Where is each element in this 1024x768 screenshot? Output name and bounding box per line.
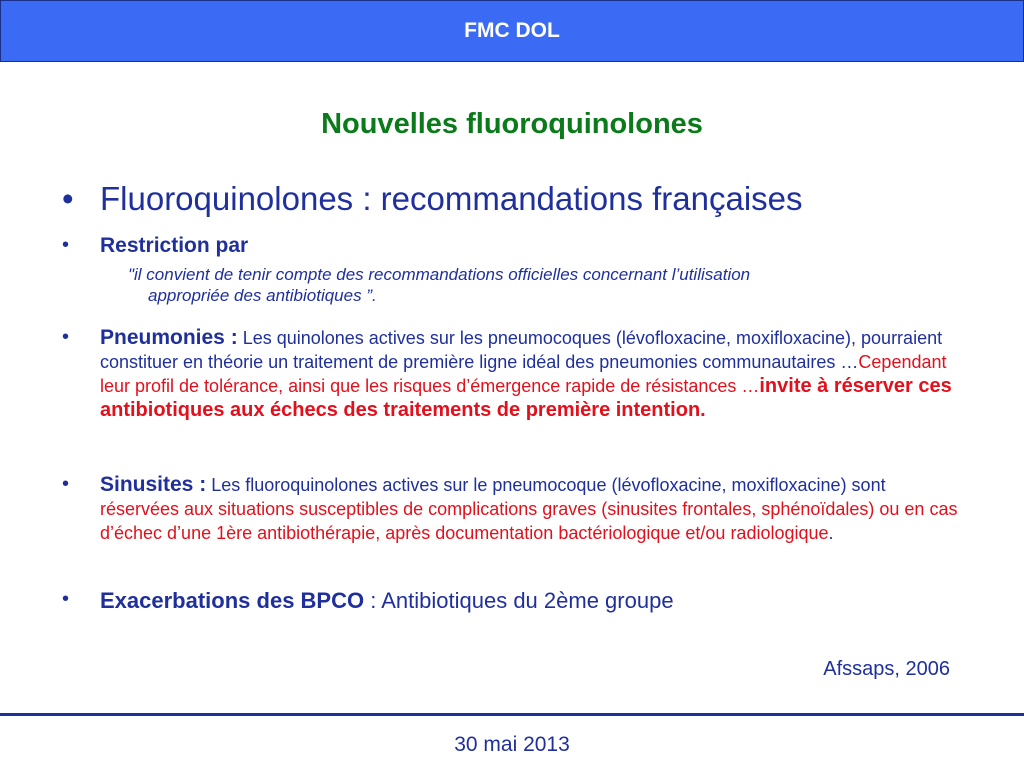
main-bullet-text: Fluoroquinolones : recommandations françaises [100,180,803,217]
bullet-dot: • [62,473,70,495]
restriction-bullet [62,234,962,258]
restriction-label: Restriction par [100,234,249,257]
pneumonies-warning: Cependant leur profil de tolérance, ainsi que les risques d’émergence rapide de résistances … [100,352,947,396]
sinusites-text: Les fluoroquinolones actives sur le pneumocoque (lévofloxacine, moxifloxacine) sont [206,475,886,495]
quote-line-1: "il convient de tenir compte des recommandations officielles concernant l’utilisation [128,265,751,284]
footer-date: 30 mai 2013 [454,733,570,756]
bullet-dot: • [62,234,70,256]
quote-line-2: appropriée des antibiotiques ”. [148,286,377,305]
banner-title: FMC DOL [464,19,560,42]
pneumonies-label: Pneumonies : [100,326,238,349]
pneumonies-recommendation: invite à réserver ces antibiotiques aux échecs des traitements de première intention. [100,375,952,421]
header-banner [0,0,1024,62]
source-citation: Afssaps, 2006 [823,658,950,680]
pneumonies-text: Les quinolones actives sur les pneumocoques (lévofloxacine, moxifloxacine), pourraient constituer en théorie un traitement de première ligne idéal des pneumonies communautaires … [100,328,943,372]
footer-divider [0,713,1024,716]
pneumonies-bullet [62,326,962,423]
bullet-dot: • [62,180,74,217]
slide-title: Nouvelles fluoroquinolones [321,108,703,140]
bullet-dot: • [62,326,70,348]
bpco-label: Exacerbations des BPCO [100,588,365,613]
restriction-quote [128,264,968,306]
sinusites-end: . [828,523,834,543]
bullet-dot: • [62,588,70,610]
bpco-bullet [62,588,962,614]
sinusites-label: Sinusites : [100,473,207,496]
sinusites-bullet [62,473,962,546]
sinusites-warning: réservées aux situations susceptibles de complications graves (sinusites frontales, sphénoïdales) ou en cas d’échec d’une 1ère antibiothérapie, après documentation bactériologique et/ou radiologique [100,499,958,543]
bpco-text: : Antibiotiques du 2ème groupe [364,588,674,613]
